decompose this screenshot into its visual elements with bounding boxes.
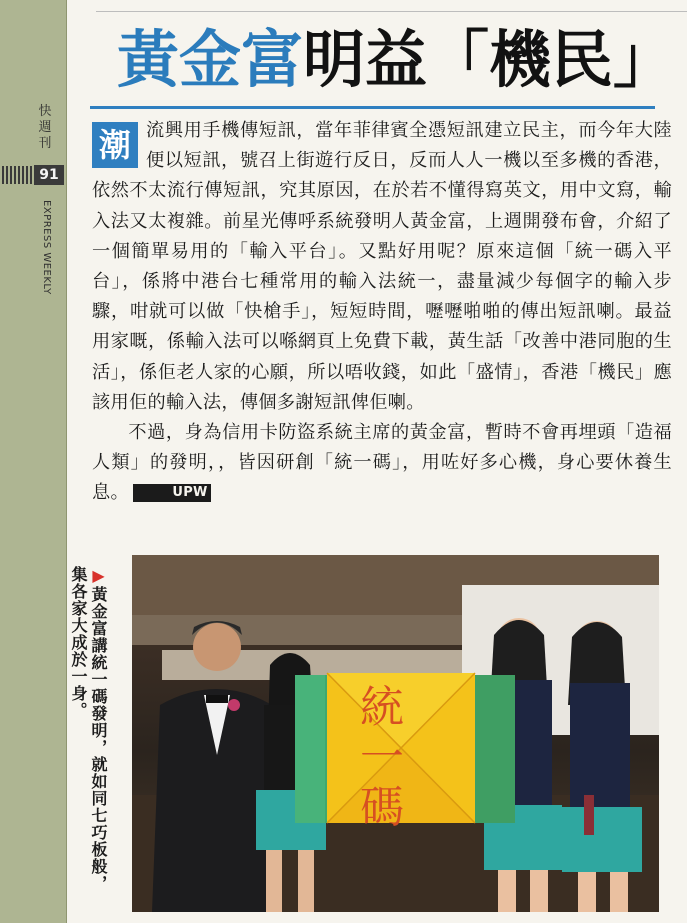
paragraph-2 bbox=[92, 418, 672, 509]
board-text: 統 一 碼 bbox=[360, 682, 404, 833]
drop-cap: 潮 bbox=[92, 122, 138, 168]
magazine-brand: EXPRESS WEEKLY bbox=[41, 200, 52, 295]
event-photo bbox=[132, 555, 659, 912]
headline bbox=[116, 20, 676, 100]
caption-arrow-icon: ▶ bbox=[89, 566, 108, 586]
page bbox=[66, 0, 687, 923]
top-rule bbox=[96, 11, 687, 12]
magazine-spine bbox=[0, 0, 67, 923]
signoff-logo: UPW bbox=[133, 484, 211, 502]
paragraph-1: 流興用手機傳短訊，當年菲律賓全憑短訊建立民主，而今年大陸便以短訊，號召上街遊行反日，反而人人一機以至多機的香港，依然不太流行傳短訊，究其原因，在於若不懂得寫英文，用中文寫，輸入法又太複雜。前星光傳呼系統發明人黃金富，上週開發布會，介紹了一個簡單易用的「輸入平台」。又點好用呢？原來這個「統一碼入平台」，係將中港台七種常用的輸入法統一，盡量減少每個字的輸入步驟，咁就可以做「快槍手」，短短時間，嚦嚦啪啪的傳出短訊喇。最益用家嘅，係輸入法可以喺網頁上免費下載，黃生話「改善中港同胞的生活」，係佢老人家的心願，所以唔收錢，如此「盛情」，香港「機民」應該用佢的輸入法，傳個多謝短訊俾佢喇。 bbox=[92, 120, 672, 413]
caption-text: 黃金富講統一碼發明，就如同七巧板般，集各家大成於一身。 bbox=[69, 566, 108, 892]
article-body bbox=[92, 116, 672, 509]
headline-name: 黃金富 bbox=[116, 23, 303, 96]
paragraph-2-text: 不過，身為信用卡防盜系統主席的黃金富，暫時不會再埋頭「造福人類」的發明，，皆因研創「統一碼」，用咗好多心機，身心要休養生息。 bbox=[92, 422, 672, 504]
photo-caption bbox=[69, 566, 108, 906]
headline-rule bbox=[90, 106, 655, 109]
headline-title: 明益「機民」 bbox=[303, 23, 676, 96]
page-number: 91 bbox=[34, 165, 64, 185]
magazine-name: 快 週 刊 bbox=[38, 104, 52, 151]
